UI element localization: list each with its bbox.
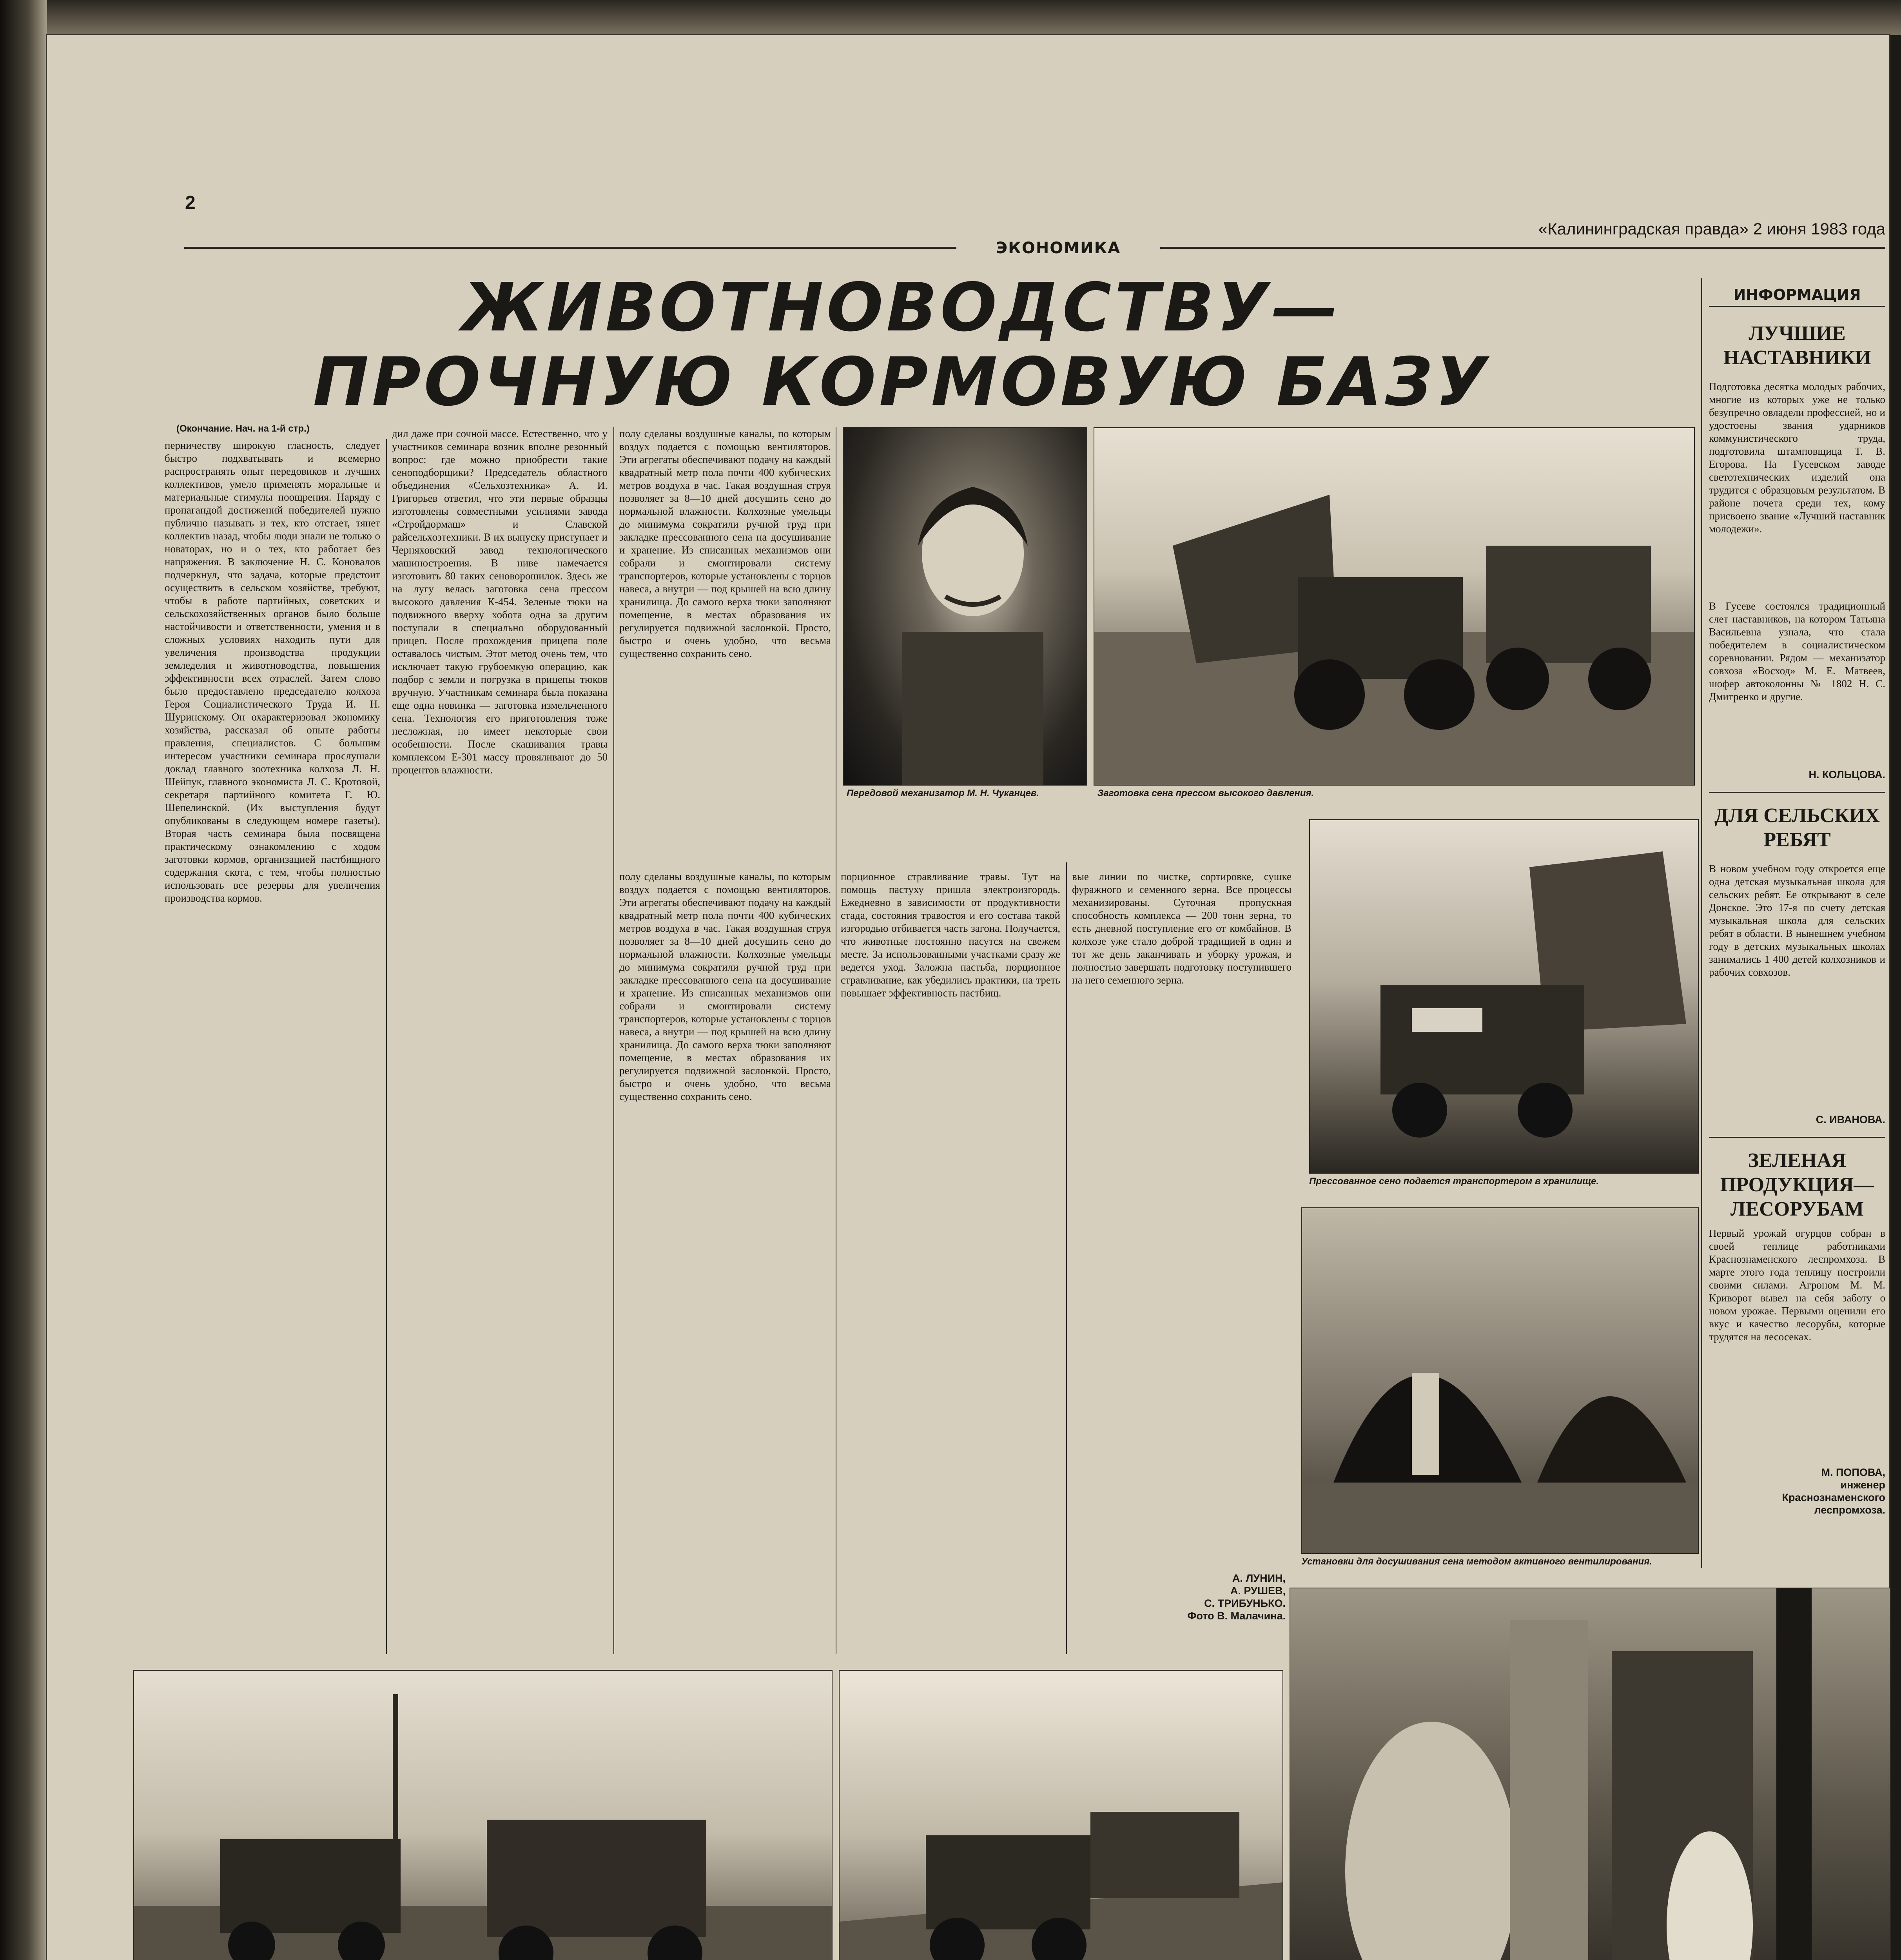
sidebar-a2-title: ДЛЯ СЕЛЬСКИХ РЕБЯТ [1714,804,1880,851]
sidebar-a3-title: ЗЕЛЕНАЯ ПРОДУКЦИЯ—ЛЕСОРУБАМ [1720,1149,1874,1220]
caption-photo-4: Установки для досушивания сена методом активного вентилирования. [1301,1556,1652,1567]
sidebar-section: ИНФОРМАЦИЯ [1733,286,1861,303]
caption-photo-2: Заготовка сена прессом высокого давления. [1097,788,1314,799]
sidebar-a1-signature: Н. КОЛЬЦОВА. [1808,769,1885,780]
article-column-3b: полу сделаны воздушные каналы, по которым воздух подается с помощью вентиляторов. Эти агрегаты обеспечивают подачу на каждый квадратный метр пола почти 400 кубических метров воздуха в час. Такая воздушная струя позволяет за 8—10 дней досушить сено до нормальной влажности. Колхозные умельцы до минимума сократили ручной труд при закладке прессованного сена на досушивание и хранение. Из списанных механизмов они собрали и смонтировали систему транспортеров, которые установлены с торцов навеса, а внутри — под крышей на всю длину хранилища. До самого верха тюки заполняют помещение, в местах образования их регулируется подвижной заслонкой. Просто, быстро и очень удобно, что весьма существенно сохранить сено. [619,871,831,1102]
sidebar-a2-text: В новом учебном году откроется еще одна детская музыкальная школа для сельских ребят. Ее открывают в селе Донское. Это 17-я по счету детская музыкальная школа для сельских ребят в области. В нынешнем учебном году в детских музыкальных школах занимались 1 400 детей колхозников и рабочих совхозов. [1709,863,1885,978]
article-column-5: вые линии по чистке, сортировке, сушке фуражного и семенного зерна. Все процессы механизированы. Суточная пропускная способность комплекса — 200 тонн зерна, то есть дневной поступление его от комбайнов. В колхозе уже стало доброй традицией в один и тот же день заканчивать и уборку урожая, и полностью завершать подготовку поступившего на него семенного зерна. [1072,871,1292,986]
article-column-1: перничеству широкую гласность, следует быстро подхватывать и всемерно распространять опыт передовиков и лучших коллективов, умело применять моральные и материальные стимулы поощрения. Наряду с пропагандой достижений победителей нужно публично называть и тех, кто отстает, тянет коллектив назад, чтобы люди знали не только о новаторах, но и о тех, кто работает без напряжения. В заключение Н. С. Коновалов подчеркнул, что задача, которые предстоит осуществить в сельском хозяйстве, требуют, чтобы в работе партийных, советских и сельскохозяйственных органов было больше настойчивости и ответственности, умения и в сложных условиях находить пути для увеличения производства продукции земледелия и животноводства, повышения эффективности всех отраслей. Затем слово было предоставлено председателю колхоза Героя Социалистического Труда И. Н. Шуринскому. Он охарактеризовал экономику хозяйства, рассказал об опыте работы правления, специалистов. С большим интересом участники семинара прослушали доклад главного зоотехника колхоза Л. Н. Шейпук, главного экономиста Л. С. Кротовой, секретаря партийного комитета Г. Ю. Шепелинской. (Их выступления будут опубликованы в следующем номере газеты). Вторая часть семинара была посвящена практическому ознакомлению с ходом заготовки кормов, организацией пастбищного содержания скота, с тем, чтобы полностью использовать все резервы для увеличения производства кормов. [165,439,380,904]
continuation-note: (Окончание. Нач. на 1-й стр.) [176,423,310,434]
sidebar-a1-title: ЛУЧШИЕ НАСТАВНИКИ [1723,322,1871,369]
weighing-illustration [134,1671,832,1960]
silage-illustration [840,1671,1282,1960]
caption-photo-1: Передовой механизатор М. Н. Чуканцев. [847,788,1039,799]
sidebar-border [1701,278,1702,1568]
sidebar-rule [1709,1137,1885,1138]
column-divider [613,427,614,1654]
newspaper-page [47,35,1889,1960]
photo-ventilation-hangar [1301,1207,1699,1554]
sidebar-rule [1709,792,1885,793]
scan-edge-left [0,0,47,1960]
masthead: «Калининградская правда» 2 июня 1983 года [1538,220,1885,238]
article-column-3: полу сделаны воздушные каналы, по которым воздух подается с помощью вентиляторов. Эти агрегаты обеспечивают подачу на каждый квадратный метр пола почти 400 кубических метров воздуха в час. Такая воздушная струя позволяет за 8—10 дней досушить сено до нормальной влажности. Колхозные умельцы до минимума сократили ручной труд при закладке прессованного сена на досушивание и хранение. Из списанных механизмов они собрали и смонтировали систему транспортеров, которые установлены с торцов навеса, а внутри — под крышей на всю длину хранилища. До самого верха тюки заполняют помещение, в местах образования их регулируется подвижной заслонкой. Просто, быстро и очень удобно, что весьма существенно сохранить сено. [619,428,831,659]
photo-weighing-trucks [133,1670,833,1960]
caption-photo-3: Прессованное сено подается транспортером в хранилище. [1309,1176,1599,1187]
sidebar-a3-text: Первый урожай огурцов собран в своей теплице работниками Краснознаменского леспромхоза. В марте этого года теплицу построили своими силами. Агроном М. М. Криворот вывел на себя заботу о новом урожае. Первыми оценили его вкус и качество лесорубы, которые трудятся на лесосеках. [1709,1227,1885,1343]
hay-press-illustration [1094,428,1694,785]
portrait-illustration [843,428,1087,785]
photo-vitamin-flour-workshop [1290,1588,1891,1960]
sidebar-a1-text2: В Гусеве состоялся традиционный слет наставников, на котором Татьяна Васильевна узнала, что стала победителем в социалистическом соревновании. Рядом — механизатор совхоза «Восход» М. Е. Матвеев, шофер автоколонны № 1802 Н. С. Дмитренко и другие. [1709,600,1885,702]
hangar-illustration [1302,1208,1698,1553]
sidebar-a1-text: Подготовка десятка молодых рабочих, многие из которых уже не только безупречно овладели профессией, но и удостоены звания ударников коммунистического труда, подготовила штамповщица Т. В. Егорова. На Гусевском заводе светотехнических изделий она трудится с образцовым результатом. В районе почета среди тех, кому присвоено звание «Лучший наставник молодежи». [1709,381,1885,535]
sidebar-a2-signature: С. ИВАНОВА. [1816,1114,1885,1125]
photo-mechanizer-portrait [843,427,1087,786]
sidebar-rule [1709,306,1885,307]
scan-edge-top [47,0,1901,35]
workshop-illustration [1290,1588,1890,1960]
page-number: 2 [185,192,196,213]
sidebar-a3-signature: М. ПОПОВА, инженер Краснознаменского леспромхоза. [1782,1466,1885,1516]
column-divider [386,439,387,1654]
photo-hay-press [1094,427,1695,786]
article-column-4: порционное стравливание травы. Тут на помощь пастуху пришла электроизгородь. Ежедневно в зависимости от продуктивности стада, состояния травостоя и его состава такой изгородью отбивается часть загона. Получается, что животные постоянно пасутся на свежем месте. За использованными участками сразу же ведется уход. Заложна пастьба, порционное стравливание, как убедились практики, на треть повышает эффективность пастбищ. [841,871,1060,999]
photo-silage-trench [839,1670,1283,1960]
column-divider [1066,862,1067,1654]
headline-line2: ПРОЧНУЮ КОРМОВУЮ БАЗУ [313,343,1490,421]
headline-line1: ЖИВОТНОВОДСТВУ— [461,269,1342,347]
section-label: ЭКОНОМИКА [956,239,1160,259]
truck-illustration [1310,820,1698,1173]
photo-truck-transporter [1309,819,1699,1174]
article-signature: А. ЛУНИН, А. РУШЕВ, С. ТРИБУНЬКО. Фото В. Малачина. [1187,1572,1286,1622]
article-column-2: дил даже при сочной массе. Естественно, что у участников семинара возник вполне резонный вопрос: где можно приобрести такие сеноподборщики? Председатель областного объединения «Сельхозтехника» А. И. Григорьев ответил, что эти первые образцы изготовлены совместными усилиями завода «Стройдормаш» и Славской райсельхозтехники. В их выпуску приступает и Черняховский завод технологического машиностроения. В ниве намечается изготовить 80 таких сеноворошилок. Здесь же на лугу велась заготовка сена прессом высокого давления К-454. Зеленые тюки на подвижного вверху хобота одна за другим поступали в специально оборудованный прицеп. После прохождения прицепа поле оставалось чистым. Этот метод очень тем, что исключает такую грубоемкую операцию, как подбор с земли и погрузка в прицепы тюков вручную. Участникам семинара была показана еще одна новинка — заготовка измельченного сена. Технология его приготовления тоже несложная, но имеет некоторые свои особенности. После скашивания травы комплексом Е-301 массу провяливают до 50 процентов влажности. [392,428,608,776]
